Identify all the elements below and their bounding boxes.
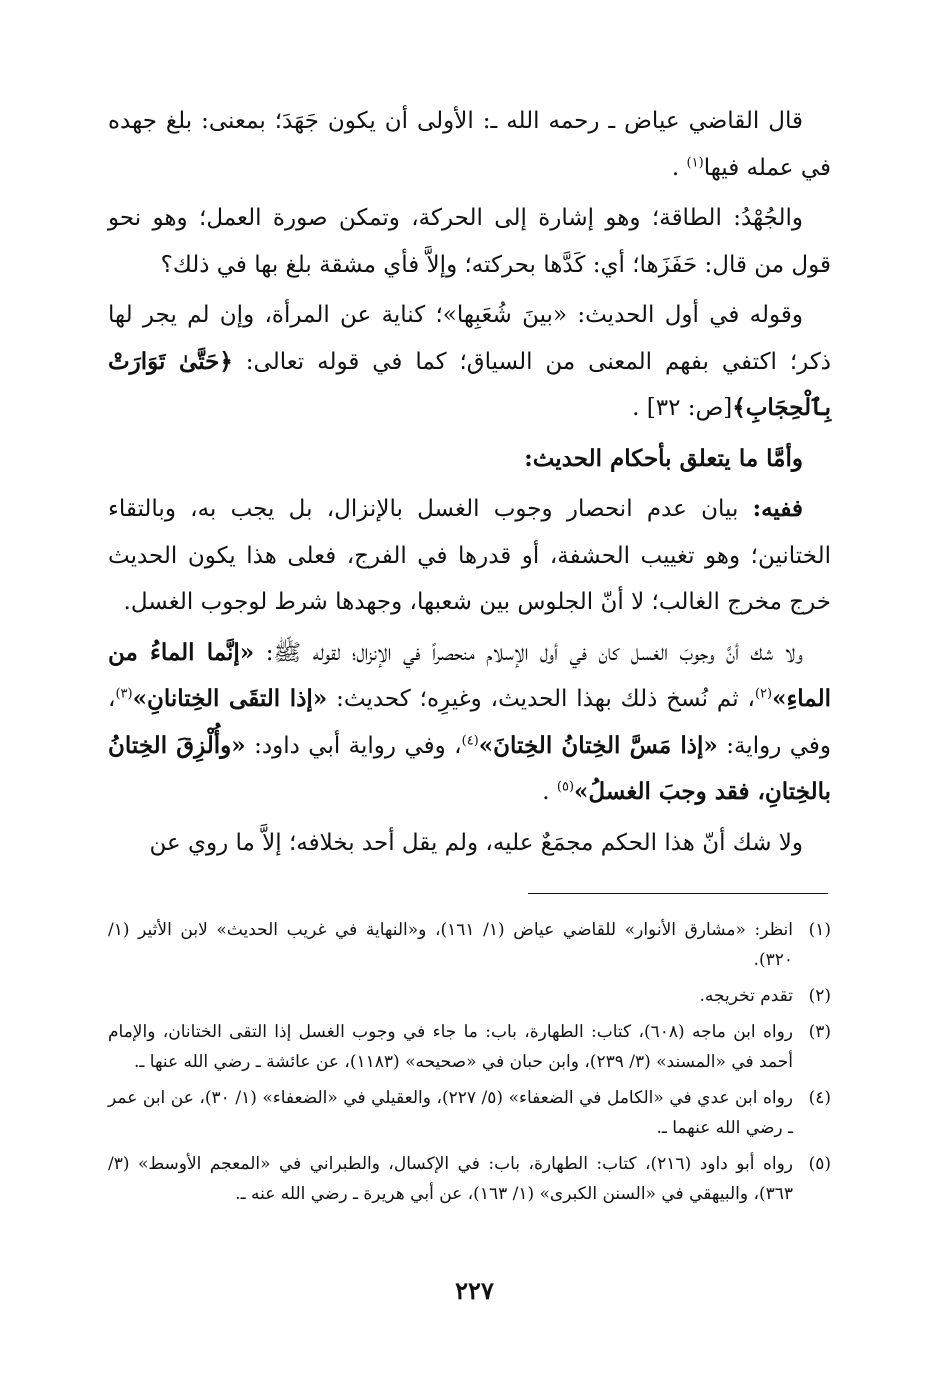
- paragraph-shuabiha: وقوله في أول الحديث: «بينَ شُعَبِها»؛ كناية عن المرأة، وإن لم يجر لها ذكر؛ اكتفي بفهم المعنى من السياق؛ كما في قوله تعالى: ﴿حَتَّىٰ تَوَارَتْ بِٱلْحِجَابِ﴾[ص: ٣٢] .: [108, 302, 832, 421]
- paragraph-juhd: [108, 195, 831, 288]
- footnote: [108, 1149, 831, 1209]
- footnote-ref: (٥): [556, 779, 575, 795]
- paragraph-qadi-iyad: قال القاضي عياض ـ رحمه الله ـ: الأولى أن يكون جَهَدَ؛ بمعنى: بلغ جهده في عمله فيها$^{(١)}$ .: [108, 108, 831, 181]
- footnote-number: (٥): [808, 1154, 831, 1174]
- footnote-text: رواه ابن ماجه (٦٠٨)، كتاب: الطهارة، باب: ما جاء في وجوب الغسل إذا التقى الختانان، والإمام أحمد في «المسند» (٣/ ٢٣٩)، وابن حبان في «صحيحه» (١١٨٣)، عن عائشة ـ رضي الله عنها ـ.: [108, 1022, 793, 1072]
- hadith-quote: «إذا مَسَّ الخِتانُ الخِتانَ»: [478, 731, 718, 759]
- footnote: [108, 1017, 831, 1077]
- quran-citation: [ص: ٣٢]: [646, 395, 733, 421]
- footnote-text: رواه ابن عدي في «الكامل في الضعفاء» (٥/ ٢٢٧)، والعقيلي في «الضعفاء» (١/ ٣٠)، عن ابن عمر ـ رضي الله عنهما ـ.: [108, 1088, 793, 1138]
- paragraph-consensus: [108, 820, 831, 867]
- footnote-number: (٣): [808, 1022, 831, 1042]
- quran-verse: ﴿حَتَّىٰ تَوَارَتْ بِٱلْحِجَابِ﴾: [108, 347, 831, 421]
- paragraph-text: ولا شك أنّ هذا الحكم مجمَعٌ عليه، ولم يقل أحد بخلافه؛ إلاَّ ما روي عن: [149, 829, 803, 856]
- section-heading: وأمَّا ما يتعلق بأحكام الحديث:: [524, 444, 803, 472]
- footnote-number: (١): [808, 920, 831, 940]
- footnote: [108, 1083, 831, 1143]
- footnote-number: (٤): [808, 1088, 831, 1108]
- paragraph-text: بيان عدم انحصار وجوب الغسل بالإنزال، بل يجب به، وبالتقاء الختانين؛ وهو تغييب الحشفة، أو قدرها في الفرج، فعلى هذا يكون الحديث خرج مخرج الغالب؛ لا أنّ الجلوس بين شعبها، وجهدها شرط لوجوب الغسل.: [108, 496, 831, 615]
- footnote-separator: [528, 893, 828, 894]
- footnotes: [108, 915, 831, 1215]
- paragraph-rulings: [108, 486, 831, 626]
- footnote: [108, 915, 831, 975]
- paragraph-lead: ففيه:: [752, 495, 804, 522]
- footnote-ref: (١): [686, 154, 704, 170]
- footnote-ref: (٤): [461, 732, 479, 748]
- hadith-quote: «إذا التقَى الخِتانانِ»: [132, 685, 328, 712]
- footnote-ref: (٣): [115, 686, 133, 702]
- page-number: ٢٢٧: [455, 1276, 494, 1305]
- footnote-number: (٢): [808, 986, 831, 1006]
- paragraph-text: وقوله في أول الحديث: «بينَ شُعَبِها»؛ كناية عن المرأة، وإن لم يجر لها ذكر؛ اكتفي بفهم المعنى من السياق؛ كما في قوله تعالى:: [108, 302, 832, 375]
- hadith-quote: «إنَّما الماءُ من الماءِ»: [108, 638, 831, 712]
- paragraph-text: قال القاضي عياض ـ رحمه الله ـ: الأولى أن يكون جَهَدَ؛ بمعنى: بلغ جهده في عمله فيها: [108, 108, 831, 181]
- paragraph-abrogation: ولا شك أنَّ وجوبَ الغسل كان في أول الإسلام منحصراً في الإنزال؛ لقوله ﷺ: «إنَّما الماءُ من الماءِ»$^{(٢)}$، ثم نُسخ ذلك بهذا الحديث، وغيرِه؛ كحديث: «إذا التقَى الخِتانانِ»$^{(٣)}$، وفي رواية: «إذا مَسَّ الخِتانُ الخِتانَ»$^{(٤)}$، وفي رواية أبي داود: «وأُلْزِقَ الخِتانُ بالخِتانِ، فقد وجبَ الغسلُ»$^{(٥)}$ .: [108, 638, 832, 805]
- hadith-quote: «وأُلْزِقَ الخِتانُ بالخِتانِ، فقد وجبَ الغسلُ»: [108, 731, 831, 805]
- footnote: [108, 981, 831, 1011]
- footnote-text: تقدم تخريجه.: [699, 986, 793, 1006]
- paragraph-text: والجُهْدُ: الطاقة؛ وهو إشارة إلى الحركة، وتمكن صورة العمل؛ وهو نحو قول من قال: حَفَزَها؛ أي: كَدَّها بحركته؛ وإلاَّ فأي مشقة بلغ بها في ذلك؟: [108, 205, 831, 278]
- footnote-ref: (٢): [754, 686, 773, 702]
- footnote-text: رواه أبو داود (٢١٦)، كتاب: الطهارة، باب: في الإكسال، والطبراني في «المعجم الأوسط» (٣/ ٣٦٣)، والبيهقي في «السنن الكبرى» (١/ ١٦٣)، عن أبي هريرة ـ رضي الله عنه ـ.: [108, 1154, 794, 1204]
- footnote-text: انظر: «مشارق الأنوار» للقاضي عياض (١/ ١٦١)، و«النهاية في غريب الحديث» لابن الأثير (١/ ٣٢٠).: [108, 920, 793, 970]
- main-text: [108, 98, 831, 870]
